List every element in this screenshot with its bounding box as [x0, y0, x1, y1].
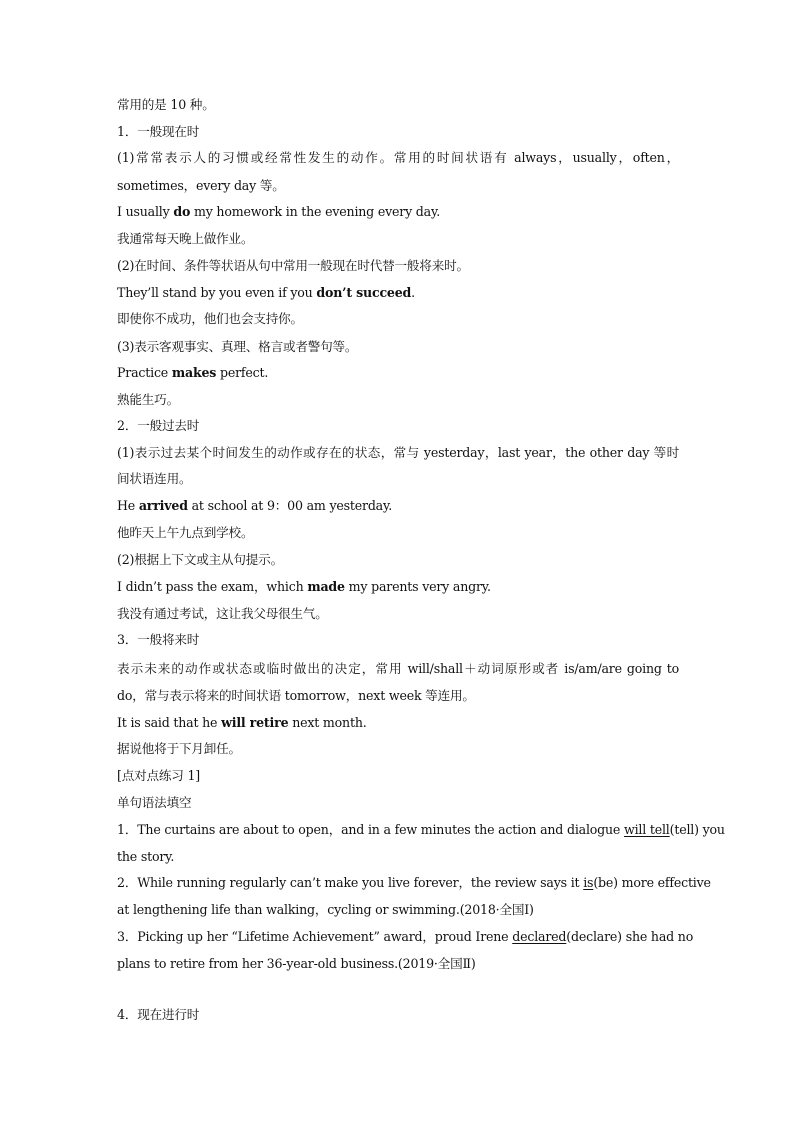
text-line: [117, 956, 679, 972]
bold-verb: don’t succeed: [316, 285, 412, 300]
text-run: at lengthening life than walking，cycling or swimming.(2018·全国Ⅰ): [117, 902, 534, 917]
text-run: (1)常常表示人的习惯或经常性发生的动作。常用的时间状语有 always，usually，often，: [117, 150, 679, 165]
text-run: 常用的是 10 种。: [117, 97, 215, 112]
text-line: [117, 498, 679, 514]
text-line: [117, 150, 679, 166]
bold-verb: made: [307, 579, 345, 594]
text-run: (3)表示客观事实、真理、格言或者警句等。: [117, 339, 358, 354]
text-line: [117, 178, 679, 194]
text-run: (be) more effective: [593, 875, 711, 890]
text-run: 他昨天上午九点到学校。: [117, 525, 254, 540]
text-run: do，常与表示将来的时间状语 tomorrow，next week 等连用。: [117, 688, 475, 703]
text-line: [117, 795, 679, 811]
text-line: [117, 231, 679, 247]
text-line: [117, 688, 679, 704]
text-run: sometimes，every day 等。: [117, 178, 285, 193]
text-run: 3．一般将来时: [117, 632, 200, 647]
answer-blank: is: [583, 875, 594, 890]
answer-blank: declared: [512, 929, 567, 944]
text-line: [117, 258, 679, 274]
text-run: plans to retire from her 36-year-old business.(2019·全国Ⅱ): [117, 956, 476, 971]
text-line: [117, 311, 679, 327]
text-run: 2．While running regularly can’t make you live forever，the review says it: [117, 875, 584, 890]
text-run: .: [411, 285, 415, 300]
text-run: perfect.: [216, 365, 269, 380]
text-line: [117, 97, 679, 113]
text-run: the story.: [117, 849, 175, 864]
text-line: [117, 849, 679, 865]
text-line: [117, 632, 679, 648]
bold-verb: do: [173, 204, 191, 219]
text-run: (declare) she had no: [566, 929, 694, 944]
text-run: I usually: [117, 204, 174, 219]
text-line: [117, 124, 679, 140]
text-run: 1．The curtains are about to open，and in a few minutes the action and dialogue: [117, 822, 624, 837]
text-run: 熟能生巧。: [117, 392, 179, 407]
text-run: 我通常每天晚上做作业。: [117, 231, 254, 246]
text-run: They’ll stand by you even if you: [117, 285, 317, 300]
text-line: [117, 204, 679, 220]
text-line: [117, 471, 679, 487]
text-run: 单句语法填空: [117, 795, 192, 810]
text-run: (tell) you: [669, 822, 725, 837]
bold-verb: arrived: [138, 498, 188, 513]
text-run: He: [117, 498, 139, 513]
text-line: [117, 661, 679, 677]
text-line: [117, 768, 679, 784]
text-line: [117, 552, 679, 568]
text-line: [117, 365, 679, 381]
text-line: [117, 1007, 679, 1023]
text-line: [117, 445, 679, 461]
text-run: 1．一般现在时: [117, 124, 200, 139]
text-run: [点对点练习 1]: [117, 768, 201, 783]
text-line: [117, 392, 679, 408]
text-run: (1)表示过去某个时间发生的动作或存在的状态，常与 yesterday，last year，the other day 等时: [117, 445, 679, 460]
text-line: [117, 285, 679, 301]
text-run: 间状语连用。: [117, 471, 192, 486]
text-run: I didn’t pass the exam，which: [117, 579, 308, 594]
text-run: 据说他将于下月卸任。: [117, 741, 241, 756]
text-line: [117, 822, 725, 838]
text-line: [117, 606, 679, 622]
text-line: [117, 339, 679, 355]
text-line: [117, 525, 679, 541]
text-run: Practice: [117, 365, 172, 380]
text-run: 我没有通过考试，这让我父母很生气。: [117, 606, 328, 621]
bold-verb: will retire: [221, 715, 289, 730]
text-run: at school at 9：00 am yesterday.: [187, 498, 393, 513]
text-run: 表示未来的动作或状态或临时做出的决定，常用 will/shall＋动词原形或者 is/am/are going to: [117, 661, 679, 676]
text-line: [117, 741, 679, 757]
text-run: 3．Picking up her “Lifetime Achievement” award，proud Irene: [117, 929, 513, 944]
text-line: [117, 902, 679, 918]
text-line: [117, 418, 679, 434]
bold-verb: makes: [171, 365, 217, 380]
answer-blank: will tell: [624, 822, 670, 837]
text-run: 2．一般过去时: [117, 418, 200, 433]
text-run: my parents very angry.: [344, 579, 491, 594]
text-run: 4．现在进行时: [117, 1007, 200, 1022]
text-run: (2)在时间、条件等状语从句中常用一般现在时代替一般将来时。: [117, 258, 469, 273]
text-run: next month.: [288, 715, 367, 730]
text-line: [117, 715, 679, 731]
text-run: 即使你不成功，他们也会支持你。: [117, 311, 303, 326]
text-run: It is said that he: [117, 715, 222, 730]
text-run: my homework in the evening every day.: [190, 204, 441, 219]
text-line: [117, 929, 694, 945]
text-run: (2)根据上下文或主从句提示。: [117, 552, 283, 567]
text-line: [117, 579, 679, 595]
text-line: [117, 875, 711, 891]
